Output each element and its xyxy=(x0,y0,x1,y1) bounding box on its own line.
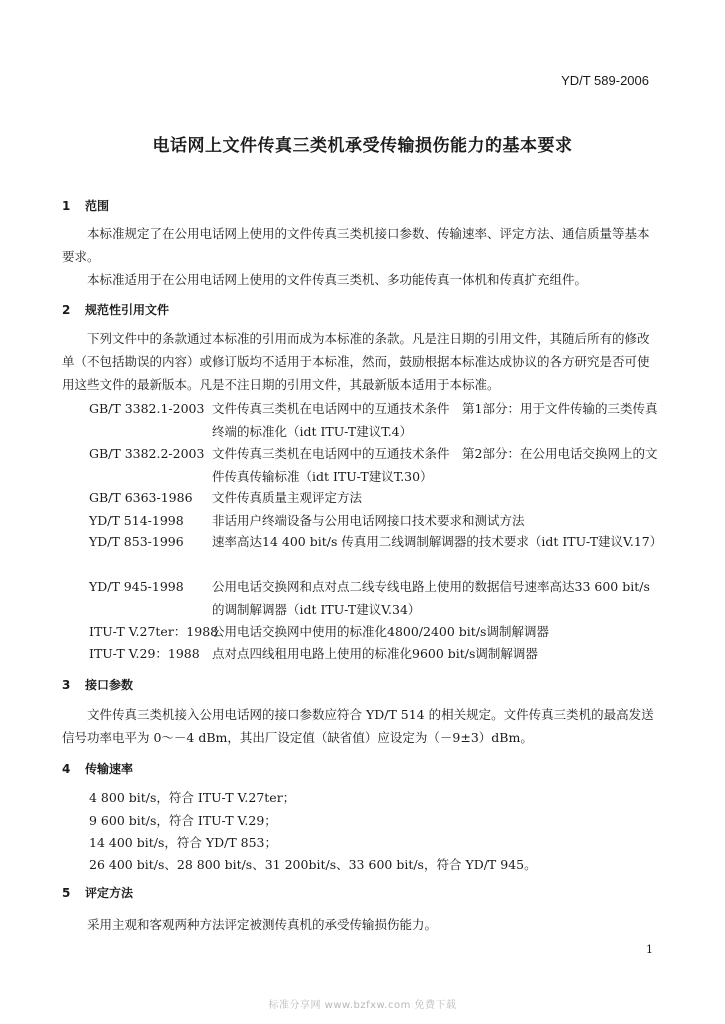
footer-watermark: 标准分享网 www.bzfxw.com 免费下载 xyxy=(268,1000,457,1011)
section-2-intro: 下列文件中的条款通过本标准的引用而成为本标准的条款。凡是注日期的引用文件，其随后所有的修改单（不包括勘误的内容）或修订版均不适用于本标准，然而，鼓励根据本标准达成协议的各方研究是否可使用这些文件的最新版本。凡是不注日期的引用文件，其最新版本适用于本标准。 xyxy=(62,331,650,392)
section-4-heading xyxy=(62,760,133,777)
reference-entry xyxy=(89,530,663,553)
section-title: 规范性引用文件 xyxy=(85,303,170,317)
reference-title: 文件传真三类机在电话网中的互通技术条件 第2部分：在公用电话交换网上的文件传真传输标准（idt ITU-T建议T.30） xyxy=(212,446,658,484)
reference-entry xyxy=(89,397,659,443)
section-title: 评定方法 xyxy=(85,886,134,900)
section-number: 5 xyxy=(62,886,71,900)
reference-code: YD/T 853-1996 xyxy=(89,534,184,549)
reference-code: ITU-T V.29：1988 xyxy=(89,646,200,661)
rate-item: 14 400 bit/s，符合 YD/T 853； xyxy=(89,835,277,850)
page-number: 1 xyxy=(646,943,653,956)
section-3-paragraph: 文件传真三类机接入公用电话网的接口参数应符合 YD/T 514 的相关规定。文件传真三类机的最高发送信号功率电平为 0～－4 dBm，其出厂设定值（缺省值）应设定为（－9±3）dBm。 xyxy=(62,707,654,745)
reference-code: YD/T 514-1998 xyxy=(89,513,184,528)
reference-code: ITU-T V.27ter：1988 xyxy=(89,624,219,639)
reference-code: GB/T 3382.2-2003 xyxy=(89,446,205,461)
rate-item: 4 800 bit/s，符合 ITU-T V.27ter； xyxy=(89,790,296,805)
section-5-heading xyxy=(62,884,133,901)
section-number: 3 xyxy=(62,678,71,692)
section-1-paragraph-1: 本标准规定了在公用电话网上使用的文件传真三类机接口参数、传输速率、评定方法、通信质量等基本要求。 xyxy=(62,226,650,264)
reference-title: 非话用户终端设备与公用电话网接口技术要求和测试方法 xyxy=(212,513,525,528)
section-2-heading xyxy=(62,301,169,318)
reference-entry xyxy=(89,620,659,643)
reference-entry xyxy=(89,486,659,509)
reference-code: GB/T 3382.1-2003 xyxy=(89,401,205,416)
section-1-paragraph-2: 本标准适用于在公用电话网上使用的文件传真三类机、多功能传真一体机和传真扩充组件。 xyxy=(87,272,588,287)
section-number: 1 xyxy=(62,199,71,213)
document-title: 电话网上文件传真三类机承受传输损伤能力的基本要求 xyxy=(152,136,573,156)
reference-title: 文件传真三类机在电话网中的互通技术条件 第1部分：用于文件传输的三类传真终端的标准化（idt ITU-T建议T.4） xyxy=(212,401,658,439)
reference-code: YD/T 945-1998 xyxy=(89,579,184,594)
reference-title: 点对点四线租用电路上使用的标准化9600 bit/s调制解调器 xyxy=(212,646,538,661)
section-3-heading xyxy=(62,676,133,693)
section-title: 范围 xyxy=(85,199,110,213)
rate-item: 26 400 bit/s、28 800 bit/s、31 200bit/s、33 600 bit/s，符合 YD/T 945。 xyxy=(89,857,537,872)
rate-item: 9 600 bit/s，符合 ITU-T V.29； xyxy=(89,813,277,828)
reference-code: GB/T 6363-1986 xyxy=(89,490,193,505)
section-1-heading xyxy=(62,197,109,214)
reference-entry xyxy=(89,509,659,532)
section-number: 2 xyxy=(62,303,71,317)
reference-title: 速率高达14 400 bit/s 传真用二线调制解调器的技术要求（idt ITU-T建议V.17） xyxy=(212,534,663,549)
standard-code: YD/T 589-2006 xyxy=(561,73,649,88)
section-5-paragraph: 采用主观和客观两种方法评定被测传真机的承受传输损伤能力。 xyxy=(87,917,438,932)
reference-title: 公用电话交换网中使用的标准化4800/2400 bit/s调制解调器 xyxy=(212,624,549,639)
reference-entry xyxy=(89,575,659,621)
reference-title: 文件传真质量主观评定方法 xyxy=(212,490,363,505)
section-title: 传输速率 xyxy=(85,762,134,776)
section-number: 4 xyxy=(62,762,71,776)
section-title: 接口参数 xyxy=(85,678,134,692)
reference-title: 公用电话交换网和点对点二线专线电路上使用的数据信号速率高达33 600 bit/s 的调制解调器（idt ITU-T建议V.34） xyxy=(212,579,650,617)
reference-entry xyxy=(89,442,659,488)
reference-entry xyxy=(89,642,659,665)
